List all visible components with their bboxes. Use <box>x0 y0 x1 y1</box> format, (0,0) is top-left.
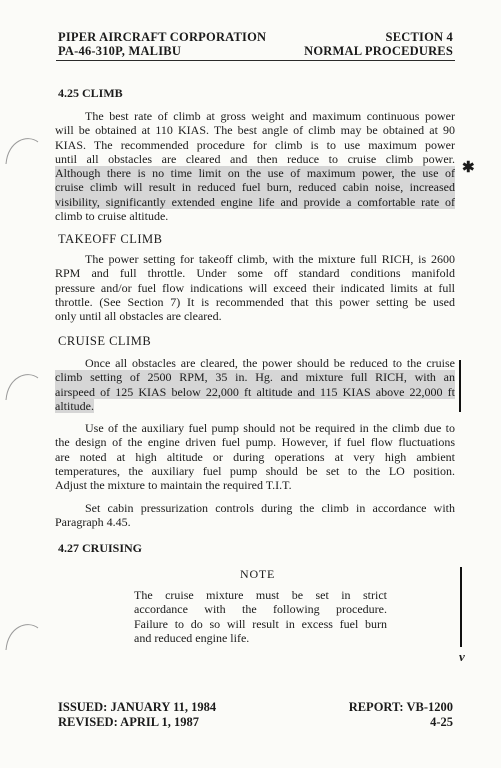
highlighted-line: airspeed of 125 KIAS below 22,000 ft altitude and 115 KIAS above 22,000 ft <box>55 384 455 399</box>
highlighted-line: visibility, significantly extended engine life and provide a comfortable rate of <box>55 194 455 209</box>
manufacturer-name: PIPER AIRCRAFT CORPORATION <box>58 30 267 44</box>
page-header-left <box>58 30 266 58</box>
text-line: only until all obstacles are cleared. <box>55 309 222 324</box>
text-line: RPM and full throttle. Under some off standard conditions manifold <box>55 266 455 281</box>
page-footer-right <box>349 700 453 730</box>
cruise-climb-paragraph-1 <box>55 356 455 413</box>
text-line: the design of the engine driven fuel pump. However, if fuel flow fluctuations <box>55 435 455 450</box>
text-line: pressure and/or fuel flow indications will exceed their indicated limits at full <box>55 280 455 295</box>
cruise-climb-paragraph-2 <box>55 421 455 492</box>
climb-paragraph <box>55 109 455 223</box>
change-bar <box>459 360 461 412</box>
text-line: will be obtained at 110 KIAS. The best angle of climb may be obtained at 90 <box>55 123 455 138</box>
note-line: Failure to do so will result in excess fuel burn <box>134 616 387 631</box>
revised-date: REVISED: APRIL 1, 1987 <box>58 715 199 729</box>
highlighted-line: Although there is no time limit on the use of maximum power, the use of <box>55 166 455 181</box>
takeoff-climb-paragraph <box>55 252 455 323</box>
text-line: throttle. (See Section 7) It is recommended that this power setting be used <box>55 294 455 309</box>
text-line: Adjust the mixture to maintain the required T.I.T. <box>55 478 292 493</box>
highlighted-line: climb setting of 2500 RPM, 35 in. Hg. and mixture full RICH, with an <box>55 370 455 385</box>
text-line: are noted at high altitude or during operations at very high ambient <box>55 449 455 464</box>
note-title: NOTE <box>240 567 276 581</box>
issued-date: ISSUED: JANUARY 11, 1984 <box>58 700 217 714</box>
cruise-climb-paragraph-3 <box>55 501 455 530</box>
heading-takeoff-climb: TAKEOFF CLIMB <box>58 232 163 246</box>
revision-star-icon: ✱ <box>462 160 475 176</box>
text-line: temperatures, the auxiliary fuel pump should be set to the LO position. <box>55 463 455 478</box>
revision-v-mark: v <box>459 649 465 664</box>
section-title: NORMAL PROCEDURES <box>304 44 453 58</box>
text-line: Once all obstacles are cleared, the power should be reduced to the cruise <box>85 356 455 370</box>
highlighted-text: altitude. <box>55 398 94 413</box>
text-line: Set cabin pressurization controls during the climb in accordance with <box>85 501 455 515</box>
binder-hole-icon <box>0 126 40 166</box>
text-line: until all obstacles are cleared and then reduce to cruise climb power. <box>55 151 455 166</box>
text-line: climb to cruise altitude. <box>55 209 169 224</box>
heading-cruising: 4.27 CRUISING <box>58 541 143 555</box>
note-line: The cruise mixture must be set in strict <box>134 588 387 602</box>
header-divider <box>56 60 455 61</box>
report-number: REPORT: VB-1200 <box>348 700 453 714</box>
change-bar <box>460 567 462 647</box>
binder-hole-icon <box>0 612 40 652</box>
note-line: and reduced engine life. <box>134 630 250 645</box>
page-number: 4-25 <box>430 715 453 729</box>
note-body <box>134 588 387 645</box>
binder-hole-icon <box>0 362 40 402</box>
text-line: KIAS. The recommended procedure for climb is to use maximum power <box>55 137 455 152</box>
text-line <box>55 399 455 413</box>
highlighted-line: cruise climb will result in reduced fuel burn, reduced cabin noise, increased <box>55 180 455 195</box>
text-line: The best rate of climb at gross weight and maximum continuous power <box>85 109 455 123</box>
section-number: SECTION 4 <box>385 30 453 44</box>
aircraft-model: PA-46-310P, MALIBU <box>58 44 182 58</box>
text-line: Paragraph 4.45. <box>55 515 131 530</box>
heading-cruise-climb: CRUISE CLIMB <box>58 334 152 348</box>
page-header-right <box>304 30 453 58</box>
page-footer-left <box>58 700 216 730</box>
text-line: Use of the auxiliary fuel pump should not be required in the climb due to <box>85 421 455 435</box>
note-line: accordance with the following procedure. <box>134 602 387 617</box>
heading-climb: 4.25 CLIMB <box>58 86 123 100</box>
text-line: The power setting for takeoff climb, with the mixture full RICH, is 2600 <box>85 252 455 266</box>
